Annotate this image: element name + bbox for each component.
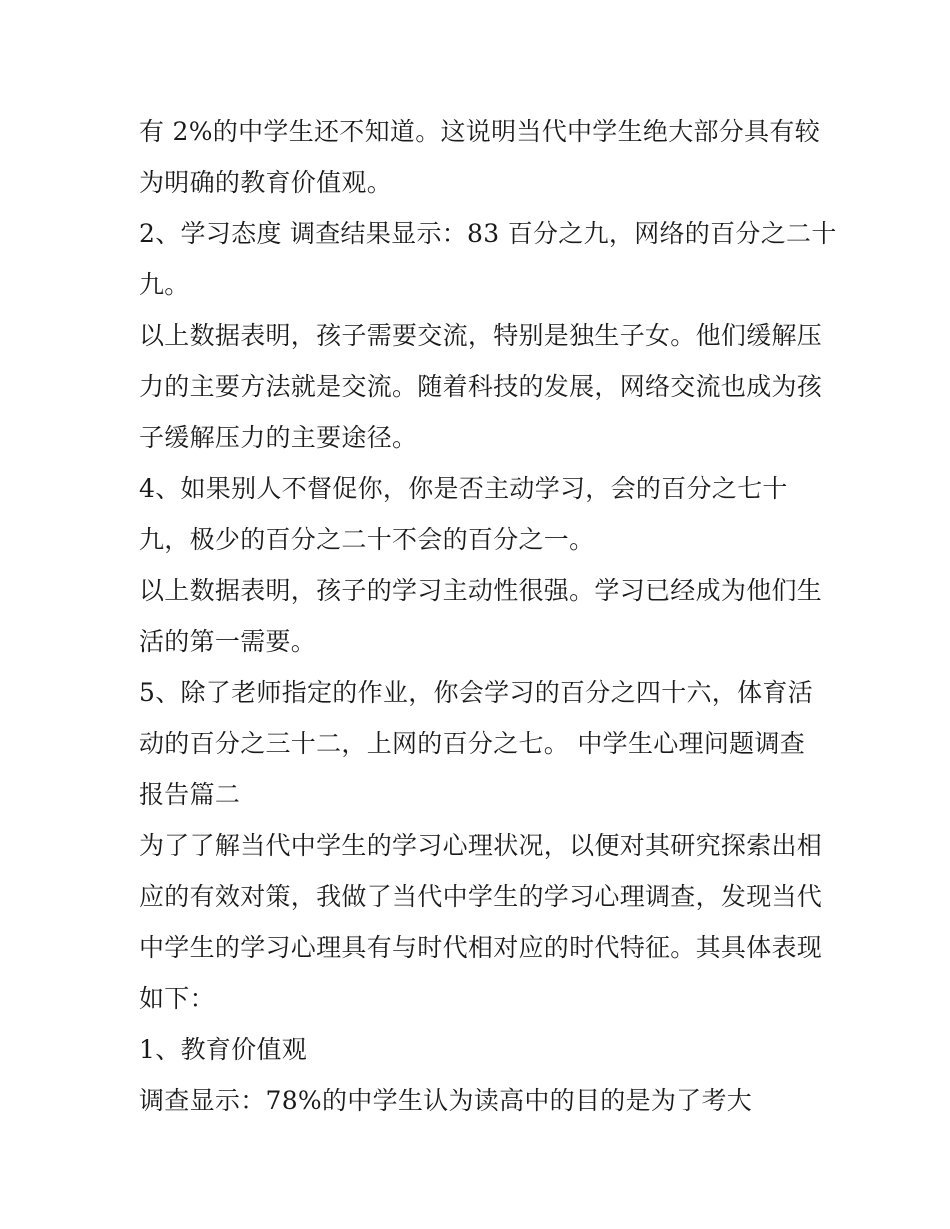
text-line: 为了了解当代中学生的学习心理状况，以便对其研究探索出相: [139, 831, 823, 860]
text-line: 九，极少的百分之二十不会的百分之一。: [139, 525, 595, 554]
text-line: 以上数据表明，孩子的学习主动性很强。学习已经成为他们生: [139, 576, 823, 605]
document-page: [139, 106, 837, 1126]
text-line: 中学生的学习心理具有与时代相对应的时代特征。其具体表现: [139, 933, 823, 962]
text-line: 4、如果别人不督促你，你是否主动学习，会的百分之七十: [139, 474, 788, 503]
text-line: 为明确的教育价值观。: [139, 168, 393, 197]
text-line: 调查显示：78%的中学生认为读高中的目的是为了考大: [139, 1086, 753, 1115]
text-line: 以上数据表明，孩子需要交流，特别是独生子女。他们缓解压: [139, 321, 823, 350]
text-line: 有 2%的中学生还不知道。这说明当代中学生绝大部分具有较: [139, 117, 821, 146]
text-line: 活的第一需要。: [139, 627, 317, 656]
text-line: 子缓解压力的主要途径。: [139, 423, 418, 452]
text-line: 报告篇二: [139, 780, 241, 809]
text-line: 力的主要方法就是交流。随着科技的发展，网络交流也成为孩: [139, 372, 823, 401]
text-line: 2、学习态度 调查结果显示：83 百分之九，网络的百分之二十: [139, 219, 837, 248]
text-line: 应的有效对策，我做了当代中学生的学习心理调查，发现当代: [139, 882, 823, 911]
text-line: 九。: [139, 270, 190, 299]
text-line: 1、教育价值观: [139, 1035, 308, 1064]
text-line: 如下：: [139, 984, 215, 1013]
text-line: 5、除了老师指定的作业，你会学习的百分之四十六，体育活: [139, 678, 814, 707]
text-line: 动的百分之三十二，上网的百分之七。 中学生心理问题调查: [139, 729, 806, 758]
